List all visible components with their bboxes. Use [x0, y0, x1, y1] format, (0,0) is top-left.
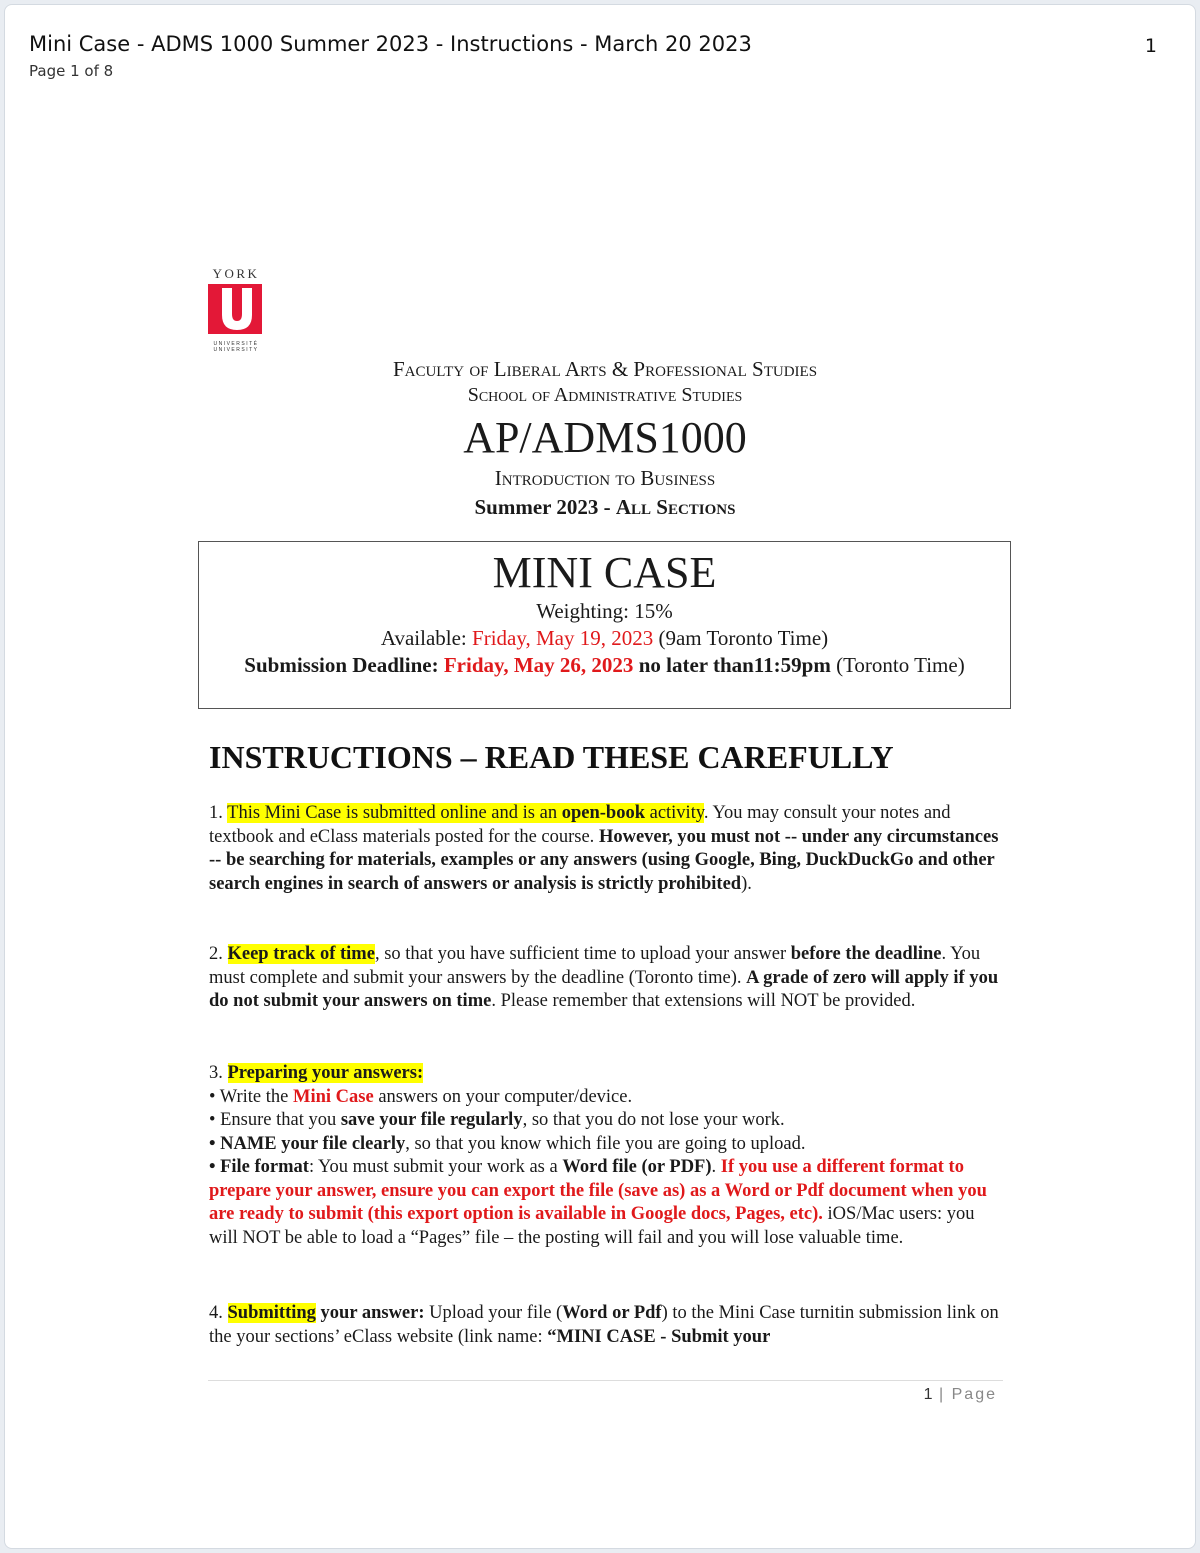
item-bold: before the deadline — [790, 944, 942, 964]
highlight-text: This Mini Case is submitted online and is an — [227, 803, 562, 823]
bullet-text: iOS/Mac users: you will NOT be able to load a “Pages” file – the posting will fail and you will lose valuable time. — [209, 1204, 975, 1248]
course-code: AP/ADMS1000 — [463, 413, 747, 462]
item-bold: Word or Pdf — [562, 1303, 662, 1323]
bullet-bold: save your file regularly — [340, 1110, 523, 1130]
page-indicator: Page 1 of 8 — [29, 62, 114, 80]
item-bold: However, you must not -- under any circumstances -- be searching for materials, examples or any answers (using Google, Bing, DuckDuckGo and other search engines in search of answers or analysis is strictly prohibited — [209, 826, 999, 894]
available-date: Friday, May 19, 2023 — [472, 626, 654, 650]
item-text: . You may consult your notes and textbook and eClass materials posted for the course. — [209, 803, 951, 847]
logo-york-text: YORK — [212, 266, 260, 281]
instruction-item-4 — [209, 1302, 999, 1349]
footer-divider — [208, 1380, 1003, 1381]
item-text: , so that you have sufficient time to upload your answer — [374, 944, 791, 964]
deadline-date: Friday, May 26, 2023 — [443, 653, 634, 677]
term-sections: All Sections — [615, 495, 736, 519]
york-university-logo — [208, 267, 264, 353]
bullet-red: Mini Case — [293, 1086, 374, 1107]
faculty-name: Faculty of Liberal Arts & Professional Studies — [392, 357, 818, 381]
instruction-item-3 — [209, 1062, 999, 1250]
deadline-time: no later than11:59pm — [633, 653, 831, 677]
footer-separator: | — [932, 1386, 952, 1403]
item-bold: “MINI CASE - Submit your — [547, 1326, 771, 1347]
footer-page-number: 1 — [923, 1386, 933, 1403]
bullet-bold: Word file (or PDF) — [562, 1157, 712, 1177]
page-number: 1 — [1144, 35, 1157, 57]
bullet-save — [209, 1109, 999, 1133]
page-footer — [885, 1386, 997, 1404]
item-text: ) to the Mini Case turnitin submission link on the your sections’ eClass website (link name: — [209, 1303, 999, 1347]
highlight-bold: open-book — [561, 803, 645, 823]
available-time: (9am Toronto Time) — [653, 626, 829, 650]
item-text: . You must complete and submit your answers by the deadline (Toronto time). — [209, 944, 981, 988]
footer-page-word: Page — [951, 1386, 997, 1403]
bullet-text: : You must submit your work as a — [308, 1157, 563, 1177]
bullet-text: , so that you know which file you are going to upload. — [405, 1133, 806, 1154]
mini-case-box — [198, 541, 1011, 709]
highlight-bold: Keep track of time — [227, 944, 375, 964]
highlight-bold: Submitting — [227, 1303, 316, 1323]
bullet-format — [209, 1156, 999, 1250]
available-line — [199, 625, 1010, 652]
term-line — [205, 495, 1005, 520]
logo-university-text: UNIVERSITÉ UNIVERSITY — [213, 341, 259, 353]
york-u-icon — [208, 284, 262, 334]
item-number: 2. — [209, 944, 228, 964]
bullet-text: . — [711, 1157, 721, 1177]
deadline-timezone: (Toronto Time) — [830, 653, 965, 677]
course-name: Introduction to Business — [494, 466, 716, 490]
available-label: Available: — [380, 626, 473, 650]
instruction-item-1 — [209, 802, 999, 896]
bullet-write — [209, 1086, 999, 1110]
bullet-text: answers on your computer/device. — [373, 1086, 633, 1107]
item-text: Upload your file ( — [424, 1303, 563, 1323]
item-bold: your answer: — [315, 1303, 425, 1323]
bullet-bold: • NAME your file clearly — [209, 1133, 406, 1154]
term-text: Summer 2023 - — [474, 495, 616, 519]
bullet-text: • Write the — [209, 1086, 293, 1107]
item-text: . Please remember that extensions will NOT be provided. — [491, 991, 916, 1011]
school-name: School of Administrative Studies — [467, 384, 743, 406]
highlight-text: activity — [644, 803, 704, 823]
item-number: 1. — [209, 803, 228, 823]
bullet-name — [209, 1133, 999, 1157]
document-title: Mini Case - ADMS 1000 Summer 2023 - Instructions - March 20 2023 — [29, 32, 752, 56]
mini-case-title: MINI CASE — [492, 548, 717, 597]
instruction-item-2 — [209, 943, 999, 1014]
document-page — [4, 4, 1196, 1549]
deadline-line — [199, 652, 1010, 679]
highlight-bold: Preparing your answers: — [227, 1063, 424, 1083]
item-bold: A grade of zero will apply if you do not submit your answers on time — [209, 967, 999, 1011]
instructions-heading: INSTRUCTIONS – READ THESE CAREFULLY — [209, 739, 894, 775]
bullet-text: , so that you do not lose your work. — [522, 1110, 785, 1130]
bullet-text: • Ensure that you — [209, 1110, 341, 1130]
item-number: 4. — [209, 1303, 228, 1323]
weighting-line: Weighting: 15% — [536, 599, 673, 623]
bullet-bold: • File format — [209, 1157, 309, 1177]
highlight — [227, 803, 704, 823]
item-text: ). — [741, 873, 752, 894]
deadline-label: Submission Deadline: — [244, 653, 444, 677]
item-heading — [209, 1062, 999, 1086]
item-number: 3. — [209, 1063, 228, 1083]
bullet-red: If you use a different format to prepare your answer, ensure you can export the file (save as) as a Word or Pdf document when you are ready to submit (this export option is available in Google docs, Pages, etc). — [209, 1157, 987, 1224]
